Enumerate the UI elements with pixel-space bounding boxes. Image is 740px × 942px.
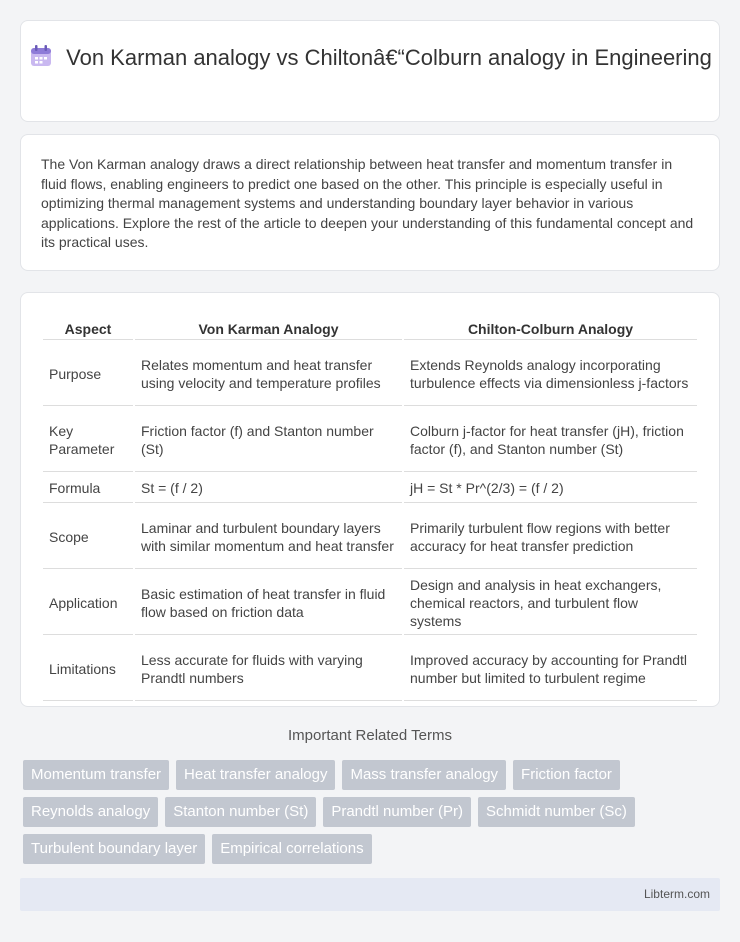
related-term-tag[interactable]: Empirical correlations <box>212 834 371 864</box>
header-von-karman: Von Karman Analogy <box>135 317 402 340</box>
row-chilton-colburn: Improved accuracy by accounting for Prandtl number but limited to turbulent regime <box>404 637 697 701</box>
row-von-karman: St = (f / 2) <box>135 474 402 503</box>
comparison-table-card <box>20 292 720 707</box>
row-aspect: Purpose <box>43 342 133 406</box>
related-term-tag[interactable]: Stanton number (St) <box>165 797 316 827</box>
footer-brand[interactable]: Libterm.com <box>643 887 710 901</box>
page-title-text: Von Karman analogy vs Chiltonâ€“Colburn analogy in Engineering <box>66 45 712 70</box>
row-aspect: Limitations <box>43 637 133 701</box>
row-chilton-colburn: Design and analysis in heat exchangers, chemical reactors, and turbulent flow systems <box>404 571 697 635</box>
related-term-tag[interactable]: Mass transfer analogy <box>342 760 506 790</box>
row-chilton-colburn: Colburn j-factor for heat transfer (jH), friction factor (f), and Stanton number (St) <box>404 408 697 472</box>
related-term-tag[interactable]: Prandtl number (Pr) <box>323 797 471 827</box>
comparison-table <box>41 315 699 703</box>
related-term-tag[interactable]: Friction factor <box>513 760 620 790</box>
row-von-karman: Friction factor (f) and Stanton number (St) <box>135 408 402 472</box>
table-row <box>43 408 697 472</box>
title-card <box>20 20 720 122</box>
header-chilton-colburn: Chilton-Colburn Analogy <box>404 317 697 340</box>
row-von-karman: Laminar and turbulent boundary layers with similar momentum and heat transfer <box>135 505 402 569</box>
related-term-tag[interactable]: Schmidt number (Sc) <box>478 797 635 827</box>
related-terms-title: Important Related Terms <box>288 727 452 744</box>
row-von-karman: Basic estimation of heat transfer in fluid flow based on friction data <box>135 571 402 635</box>
table-header-row <box>43 317 697 340</box>
row-von-karman: Relates momentum and heat transfer using velocity and temperature profiles <box>135 342 402 406</box>
row-von-karman: Less accurate for fluids with varying Prandtl numbers <box>135 637 402 701</box>
page-title <box>21 43 719 72</box>
row-aspect: Key Parameter <box>43 408 133 472</box>
table-row <box>43 342 697 406</box>
header-aspect: Aspect <box>43 317 133 340</box>
row-aspect: Application <box>43 571 133 635</box>
related-term-tag[interactable]: Heat transfer analogy <box>176 760 335 790</box>
table-row <box>43 505 697 569</box>
related-term-tag[interactable]: Turbulent boundary layer <box>23 834 205 864</box>
intro-paragraph: The Von Karman analogy draws a direct relationship between heat transfer and momentum transfer in fluid flows, enabling engineers to predict one based on the other. This principle is especially useful in optimizing thermal management systems and understanding boundary layer behavior in various applications. Explore the rest of the article to deepen your understanding of this fundamental concept and its practical uses. <box>41 156 694 250</box>
row-aspect: Formula <box>43 474 133 503</box>
table-row <box>43 474 697 503</box>
calendar-icon <box>28 43 54 69</box>
table-row <box>43 637 697 701</box>
related-term-tag[interactable]: Momentum transfer <box>23 760 169 790</box>
related-terms-list <box>23 760 723 864</box>
related-term-tag[interactable]: Reynolds analogy <box>23 797 158 827</box>
intro-card <box>20 134 720 271</box>
row-chilton-colburn: Primarily turbulent flow regions with better accuracy for heat transfer prediction <box>404 505 697 569</box>
row-aspect: Scope <box>43 505 133 569</box>
table-row <box>43 571 697 635</box>
row-chilton-colburn: Extends Reynolds analogy incorporating turbulence effects via dimensionless j-factors <box>404 342 697 406</box>
row-chilton-colburn: jH = St * Pr^(2/3) = (f / 2) <box>404 474 697 503</box>
footer <box>20 878 720 911</box>
